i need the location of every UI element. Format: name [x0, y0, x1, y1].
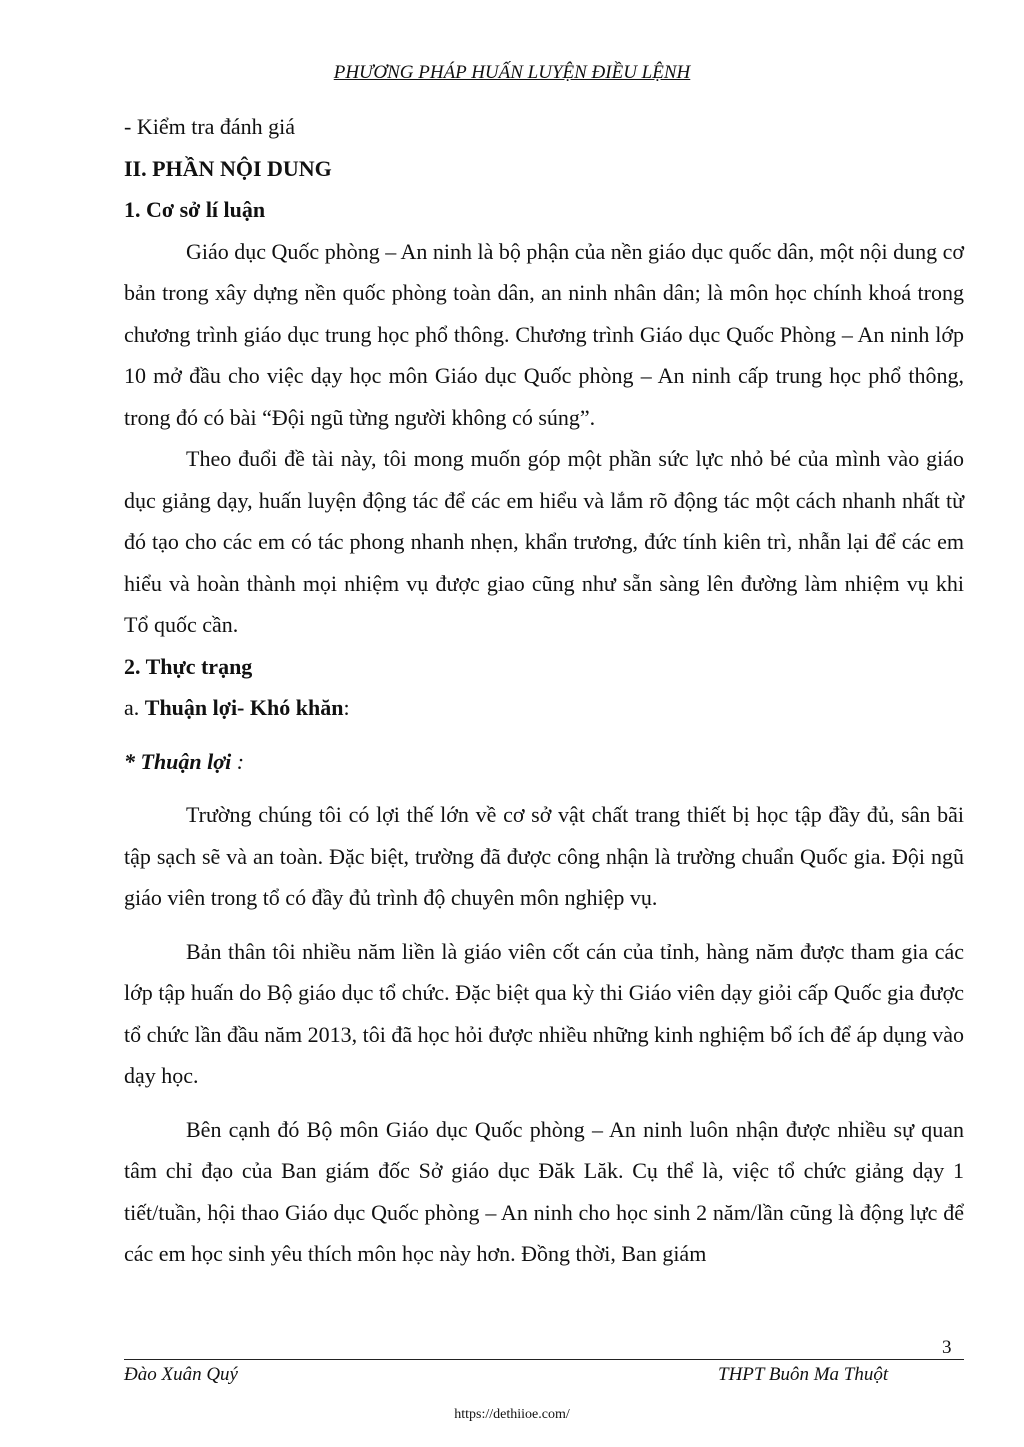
paragraph-1: Giáo dục Quốc phòng – An ninh là bộ phận của nền giáo dục quốc dân, một nội dung cơ bản trong xây dựng nền quốc phòng toàn dân, an ninh nhân dân; là môn học chính khoá trong chương trình giáo dục trung học phổ thông. Chương trình Giáo dục Quốc Phòng – An ninh lớp 10 mở đầu cho việc dạy học môn Giáo dục Quốc phòng – An ninh cấp trung học phổ thông, trong đó có bài “Đội ngũ từng người không có súng”.: [124, 238, 964, 430]
footer-school: THPT Buôn Ma Thuột: [718, 1364, 889, 1385]
subsection-title-co-so-li-luan: 1. Cơ sở lí luận: [124, 197, 266, 222]
page-number: 3: [942, 1337, 952, 1358]
paragraph-3: Trường chúng tôi có lợi thế lớn về cơ sở vật chất trang thiết bị học tập đầy đủ, sân bãi tập sạch sẽ và an toàn. Đặc biệt, trường đã được công nhận là trường chuẩn Quốc gia. Đội ngũ giáo viên trong tổ có đầy đủ trình độ chuyên môn nghiệp vụ.: [124, 802, 964, 910]
subsection-a-prefix: a.: [124, 695, 145, 720]
subsection-a-title: Thuận lợi- Khó khăn: [144, 695, 344, 720]
page-header-title: PHƯƠNG PHÁP HUẤN LUYỆN ĐIỀU LỆNH: [333, 62, 691, 83]
paragraph-2: Theo đuổi đề tài này, tôi mong muốn góp một phần sức lực nhỏ bé của mình vào giáo dục giảng dạy, huấn luyện động tác để các em hiểu và lắm rõ động tác một cách nhanh nhất từ đó tạo cho các em có tác phong nhanh nhẹn, khẩn trương, đức tính kiên trì, nhẫn lại để các em hiểu và hoàn thành mọi nhiệm vụ được giao cũng như sẵn sàng lên đường làm nhiệm vụ khi Tổ quốc cần.: [124, 446, 964, 637]
subsection-a-suffix: :: [343, 695, 350, 720]
footer-url-link[interactable]: https://dethiioe.com/: [454, 1407, 570, 1422]
subsection-title-thuc-trang: 2. Thực trạng: [124, 653, 253, 679]
subsection-a: [124, 687, 964, 729]
thuan-loi-label: * Thuận lợi: [124, 748, 232, 774]
section-title: II. PHẦN NỘI DUNG: [124, 155, 332, 181]
footer-divider: [124, 1359, 964, 1360]
list-item-kiem-tra: - Kiểm tra đánh giá: [124, 114, 296, 139]
document-body: [124, 106, 964, 1275]
paragraph-4: Bản thân tôi nhiều năm liền là giáo viên cốt cán của tỉnh, hàng năm được tham gia các lớp tập huấn do Bộ giáo dục tổ chức. Đặc biệt qua kỳ thi Giáo viên dạy giỏi cấp Quốc gia được tổ chức lần đầu năm 2013, tôi đã học hỏi được nhiều những kinh nghiệm bổ ích để áp dụng vào dạy học.: [124, 938, 964, 1088]
thuan-loi-suffix: :: [231, 748, 245, 774]
paragraph-5: Bên cạnh đó Bộ môn Giáo dục Quốc phòng – An ninh luôn nhận được nhiều sự quan tâm chỉ đạo của Ban giám đốc Sở giáo dục Đăk Lăk. Cụ thể là, việc tổ chức giảng dạy 1 tiết/tuần, hội thao Giáo dục Quốc phòng – An ninh cho học sinh 2 năm/lần cũng là động lực để các em học sinh yêu thích môn học này hơn. Đồng thời, Ban giám: [124, 1116, 964, 1266]
footer-author: Đào Xuân Quý: [124, 1364, 238, 1385]
thuan-loi-heading: [124, 741, 964, 783]
